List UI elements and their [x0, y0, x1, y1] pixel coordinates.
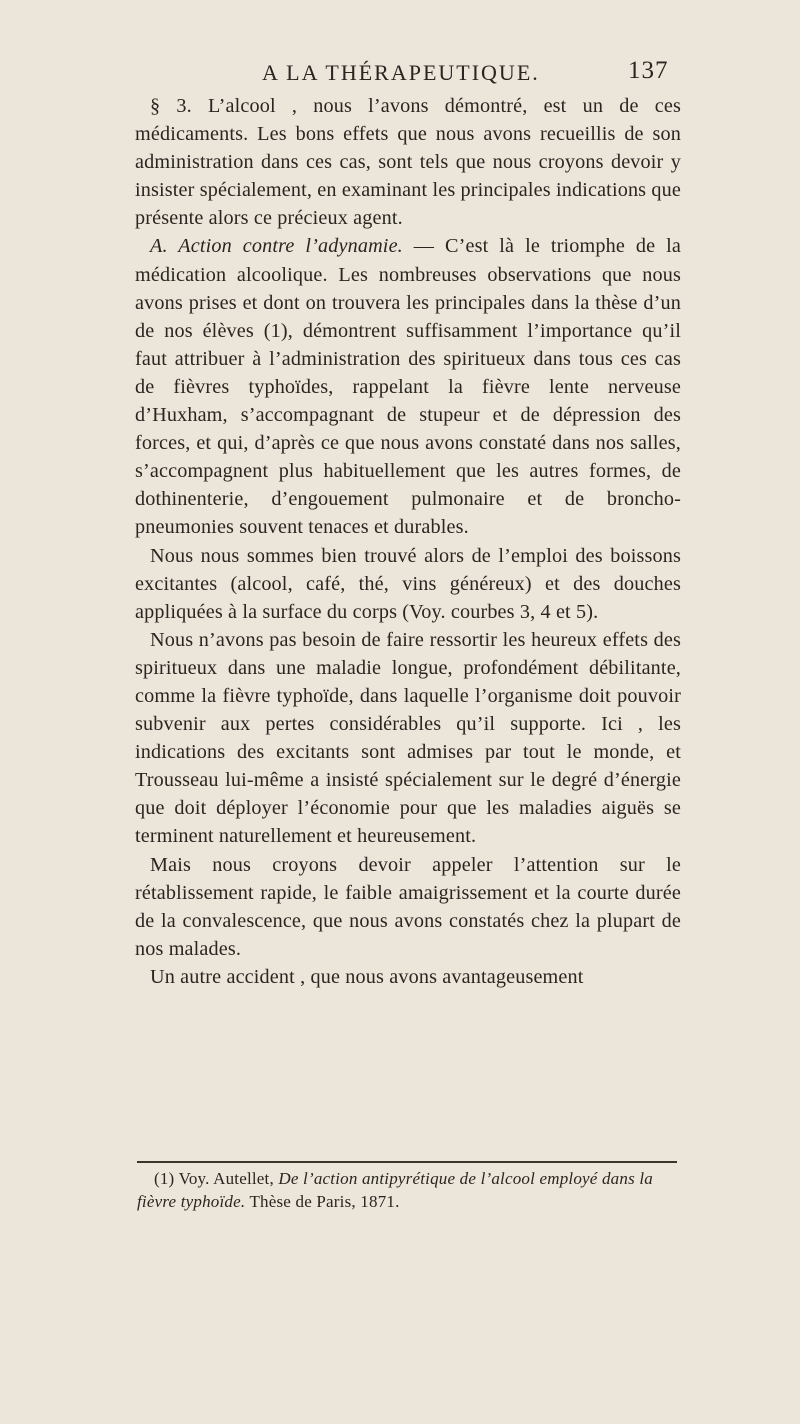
- body-text: [135, 92, 681, 991]
- footnote-suffix: Thèse de Paris, 1871.: [245, 1192, 400, 1211]
- paragraph-boissons: [135, 542, 681, 626]
- paragraph-convalescence: [135, 851, 681, 963]
- paragraph-text: § 3. L’alcool , nous l’avons démontré, est un de ces médicaments. Les bons effets que nous avons recueillis de son administration dans ces cas, sont tels que nous croyons devoir y insister spécialement, en examinant les principales indications que présente alors ce précieux agent.: [135, 95, 681, 230]
- footnote: [137, 1167, 685, 1213]
- footnote-title: De l’action antipyrétique de l’alcool employé dans la fièvre typhoïde.: [137, 1169, 653, 1211]
- paragraph-spiritueux: [135, 626, 681, 851]
- paragraph-text: — C’est là le triomphe de la médication alcoolique. Les nombreuses observations que nous avons prises et dont on trouvera les principales dans la thèse d’un de nos élèves (1), démontrent suffisamment l’importance qu’il faut attribuer à l’administration des spiritueux dans tous ces cas de fièvres typhoïdes, rappelant la fièvre lente nerveuse d’Huxham, s’accompagnant de stupeur et de dépression des forces, et qui, d’après ce que nous avons constaté dans nos salles, s’accompagnent plus habituellement que les autres formes, de dothinenterie, d’engouement pulmonaire et de broncho-pneumonies souvent tenaces et durables.: [135, 235, 681, 539]
- paragraph-action-adynamie: [135, 232, 681, 541]
- footnote-prefix: (1) Voy. Autellet,: [154, 1169, 279, 1188]
- running-head: [0, 57, 800, 90]
- paragraph-text: Nous nous sommes bien trouvé alors de l’emploi des boissons excitantes (alcool, café, thé, vins généreux) et des douches appliquées à la surface du corps (Voy. courbes 3, 4 et 5).: [135, 544, 681, 623]
- paragraph-text: Un autre accident , que nous avons avantageusement: [150, 965, 584, 988]
- paragraph-lead: A. Action contre l’adynamie.: [150, 235, 403, 258]
- paragraph-text: Nous n’avons pas besoin de faire ressortir les heureux effets des spiritueux dans une maladie longue, profondément débilitante, comme la fièvre typhoïde, dans laquelle l’organisme doit pouvoir subvenir aux pertes considérables qu’il supporte. Ici , les indications des excitants sont admises par tout le monde, et Trousseau lui-même a insisté spécialement sur le degré d’énergie que doit déployer l’économie pour que les maladies aiguës se terminent naturellement et heureusement.: [135, 628, 681, 848]
- paragraph-section-3: [135, 92, 681, 232]
- running-title: A LA THÉRAPEUTIQUE.: [262, 60, 540, 85]
- page-number: 137: [628, 57, 669, 84]
- footnote-rule: [137, 1161, 677, 1163]
- paragraph-autre-accident: [135, 963, 681, 991]
- paragraph-text: Mais nous croyons devoir appeler l’attention sur le rétablissement rapide, le faible amaigrissement et la courte durée de la convalescence, que nous avons constatés chez la plupart de nos malades.: [135, 853, 681, 960]
